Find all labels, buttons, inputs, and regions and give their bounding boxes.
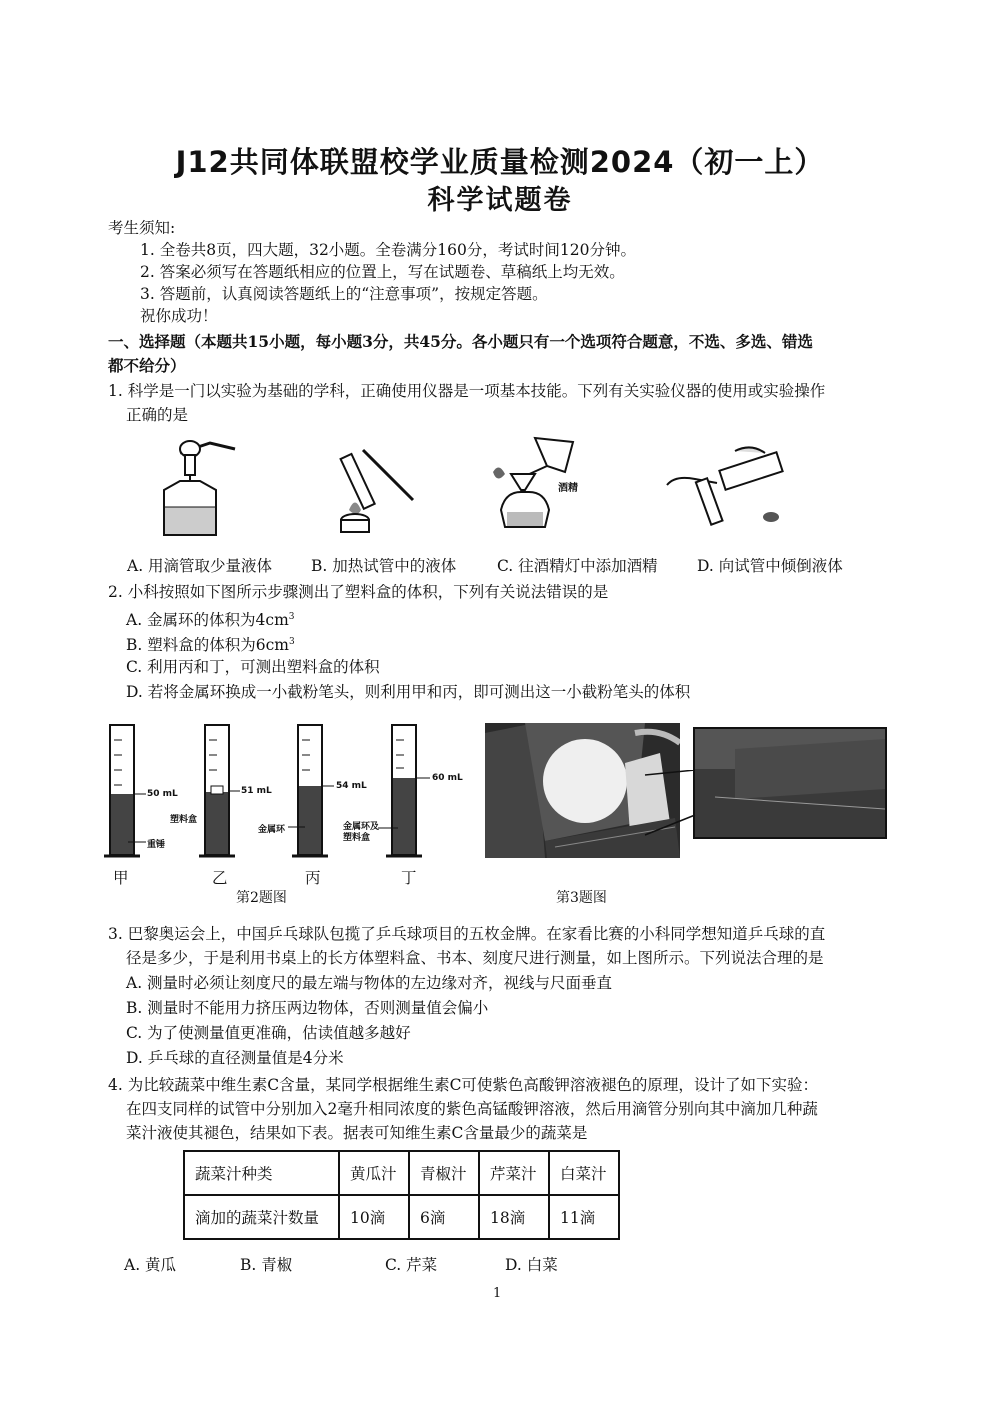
table-cell: 11滴 [549,1195,619,1239]
table-cell: 10滴 [339,1195,409,1239]
q1-stem: 1. 科学是一门以实验为基础的学科，正确使用仪器是一项基本技能。下列有关实验仪器的使用或实验操作 [108,382,826,400]
notice-item-2: 2. 答案必须写在答题纸相应的位置上，写在试题卷、草稿纸上均无效。 [140,263,625,281]
cylinder-yi-item: 塑料盒 [170,815,198,825]
page-number: 1 [493,1286,502,1301]
q3-option-b: B. 测量时不能用力挤压两边物体，否则测量值会偏小 [126,999,489,1017]
cylinder-bing-item: 金属环 [258,825,286,835]
section-1-heading: 一、选择题（本题共15小题，每小题3分，共45分。各小题只有一个选项符合题意，不选、多选、错选 [108,332,813,351]
q1-option-a: A. 用滴管取少量液体 [127,557,273,575]
q4-option-d: D. 白菜 [505,1256,558,1274]
q2-option-b: B. 塑料盒的体积为$6cm^3$ [126,636,295,655]
exam-subtitle: 科学试题卷 [427,185,573,216]
cylinder-yi-reading: 51 mL [241,786,272,796]
table-cell: 青椒汁 [409,1151,479,1195]
q4-vegetable-table [183,1150,620,1240]
q1-stem-cont: 正确的是 [126,406,189,424]
q1-figure-a-dropper [150,435,240,540]
cylinder-bing-label: 丙 [305,869,321,887]
cylinder-ding-item: 金属环及塑料盒 [343,822,380,843]
q2-stem: 2. 小科按照如下图所示步骤测出了塑料盒的体积，下列有关说法错误的是 [108,583,609,601]
q2-figure-caption: 第2题图 [236,890,287,906]
q1-option-d: D. 向试管中倾倒液体 [697,557,843,575]
cylinder-ding [378,725,430,856]
table-row [184,1151,619,1195]
cylinder-ding-label: 丁 [401,869,417,887]
cylinder-bing-reading: 54 mL [336,781,367,791]
table-cell: 蔬菜汁种类 [184,1151,339,1195]
q3-photo-inset [693,727,887,839]
table-cell: 滴加的蔬菜汁数量 [184,1195,339,1239]
q2-option-d: D. 若将金属环换成一小截粉笔头，则利用甲和丙，即可测出这一小截粉笔头的体积 [126,683,691,701]
q4-stem-cont-1: 在四支同样的试管中分别加入2毫升相同浓度的紫色高锰酸钾溶液，然后用滴管分别向其中滴加几种蔬 [126,1100,818,1118]
cylinder-jia-label: 甲 [113,869,129,887]
table-cell: 芹菜汁 [479,1151,549,1195]
q2-option-a: A. 金属环的体积为$4cm^3$ [126,611,295,630]
q4-stem-cont-2: 菜汁液使其褪色，结果如下表。据表可知维生素C含量最少的蔬菜是 [126,1124,588,1142]
table-cell: 18滴 [479,1195,549,1239]
q3-option-d: D. 乒乓球的直径测量值是4分米 [126,1049,344,1067]
cylinder-yi [199,725,240,856]
q1-figure-b-heating [325,440,420,535]
q1-figure-d-pouring [665,443,795,533]
q4-option-a: A. 黄瓜 [124,1256,177,1274]
notice-wish: 祝你成功！ [140,307,218,325]
q2-option-c: C. 利用丙和丁，可测出塑料盒的体积 [126,658,380,676]
cylinder-jia [104,725,146,856]
notice-item-1: 1. 全卷共8页，四大题，32小题。全卷满分160分，考试时间120分钟。 [140,241,636,259]
q3-stem-cont: 径是多少，于是利用书桌上的长方体塑料盒、书本、刻度尺进行测量，如上图所示。下列说法合理的是 [126,949,824,967]
cylinder-ding-reading: 60 mL [432,773,463,783]
notice-item-3: 3. 答题前，认真阅读答题纸上的“注意事项”，按规定答题。 [140,285,548,303]
exam-title: J12共同体联盟校学业质量检测2024（初一上） [175,145,825,179]
table-cell: 白菜汁 [549,1151,619,1195]
table-cell: 6滴 [409,1195,479,1239]
q3-option-c: C. 为了使测量值更准确，估读值越多越好 [126,1024,411,1042]
q4-option-c: C. 芹菜 [385,1256,438,1274]
cylinder-jia-reading: 50 mL [147,789,178,799]
q4-option-b: B. 青椒 [240,1256,293,1274]
section-1-heading-cont: 都不给分） [108,356,186,375]
q3-callout-lines [640,770,700,840]
cylinder-jia-item: 重锤 [147,840,166,850]
q1-alcohol-label: 酒精 [558,483,578,494]
q1-option-c: C. 往酒精灯中添加酒精 [497,557,658,575]
cylinder-bing [288,725,334,856]
notice-heading: 考生须知: [108,219,176,237]
q3-option-a: A. 测量时必须让刻度尺的最左端与物体的左边缘对齐，视线与尺面垂直 [126,974,613,992]
cylinder-yi-label: 乙 [212,869,228,887]
table-cell: 黄瓜汁 [339,1151,409,1195]
q4-stem: 4. 为比较蔬菜中维生素C含量，某同学根据维生素C可使紫色高酸钾溶液褪色的原理，设计了如下实验： [108,1076,818,1094]
q3-figure-caption: 第3题图 [556,890,607,906]
q3-stem: 3. 巴黎奥运会上，中国乒乓球队包揽了乒乓球项目的五枚金牌。在家看比赛的小科同学想知道乒乓球的直 [108,925,826,943]
table-row [184,1195,619,1239]
q1-option-b: B. 加热试管中的液体 [311,557,457,575]
